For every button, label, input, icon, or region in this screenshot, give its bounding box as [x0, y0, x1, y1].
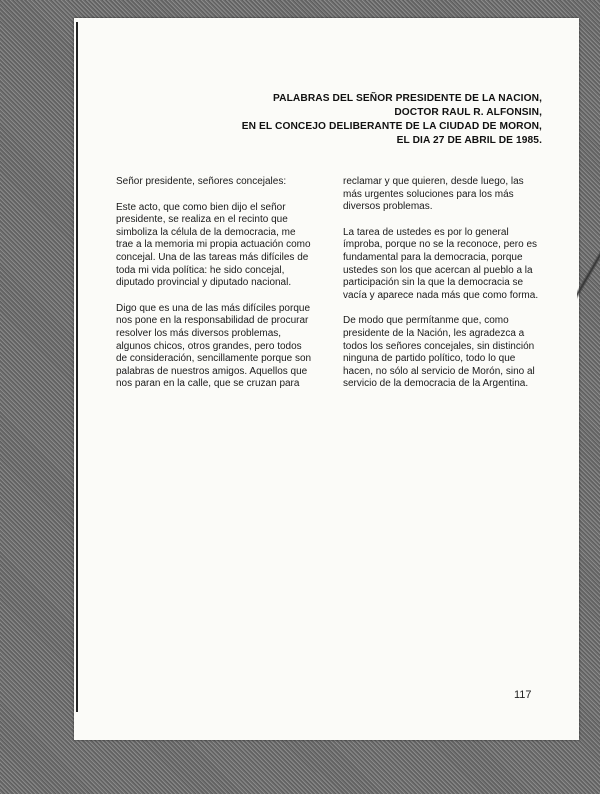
salutation-paragraph: Señor presidente, señores concejales: — [116, 176, 287, 187]
right-column — [343, 176, 539, 404]
body-paragraph: La tarea de ustedes es por lo general ímproba, porque no se la reconoce, pero es fundamental para la democracia, porque ustedes son los que acercan al pueblo a la participación sin la que la democracia se vacía y aparece nada más que como forma. — [343, 226, 539, 301]
page-edge-mark — [577, 250, 600, 310]
body-paragraph: De modo que permítanme que, como presidente de la Nación, les agradezca a todos los señores concejales, sin distinción ninguna de partido político, todo lo que hacen, no sólo al servicio de Morón, sino al servicio de la democracia de la Argentina. — [343, 315, 535, 390]
body-paragraph: reclamar y que quieren, desde luego, las más urgentes soluciones para los más diversos problemas. — [343, 176, 524, 213]
heading-line: EL DIA 27 DE ABRIL DE 1985. — [396, 135, 542, 146]
body-paragraph: Digo que es una de las más difíciles porque nos pone en la responsabilidad de procurar resolver los más diversos problemas, algunos chicos, otros grandes, pero todos de consideración, sencillamente porque son palabras de nuestros amigos. Aquellos que nos paran en la calle, que se cruzan para — [116, 302, 312, 390]
page-number: 117 — [514, 689, 532, 701]
heading-line: EN EL CONCEJO DELIBERANTE DE LA CIUDAD DE MORON, — [241, 121, 542, 132]
heading-line: PALABRAS DEL SEÑOR PRESIDENTE DE LA NACION, — [272, 93, 542, 104]
speech-heading — [122, 92, 542, 148]
heading-line: DOCTOR RAUL R. ALFONSIN, — [394, 107, 542, 118]
left-column — [116, 176, 312, 404]
page-spine-shadow — [76, 22, 78, 712]
body-paragraph: Este acto, que como bien dijo el señor presidente, se realiza en el recinto que simboliza la célula de la democracia, me trae a la memoria mi propia actuación como concejal. Una de las tareas más difíciles de toda mi vida política: he sido concejal, diputado provincial y diputado nacional. — [116, 201, 311, 289]
